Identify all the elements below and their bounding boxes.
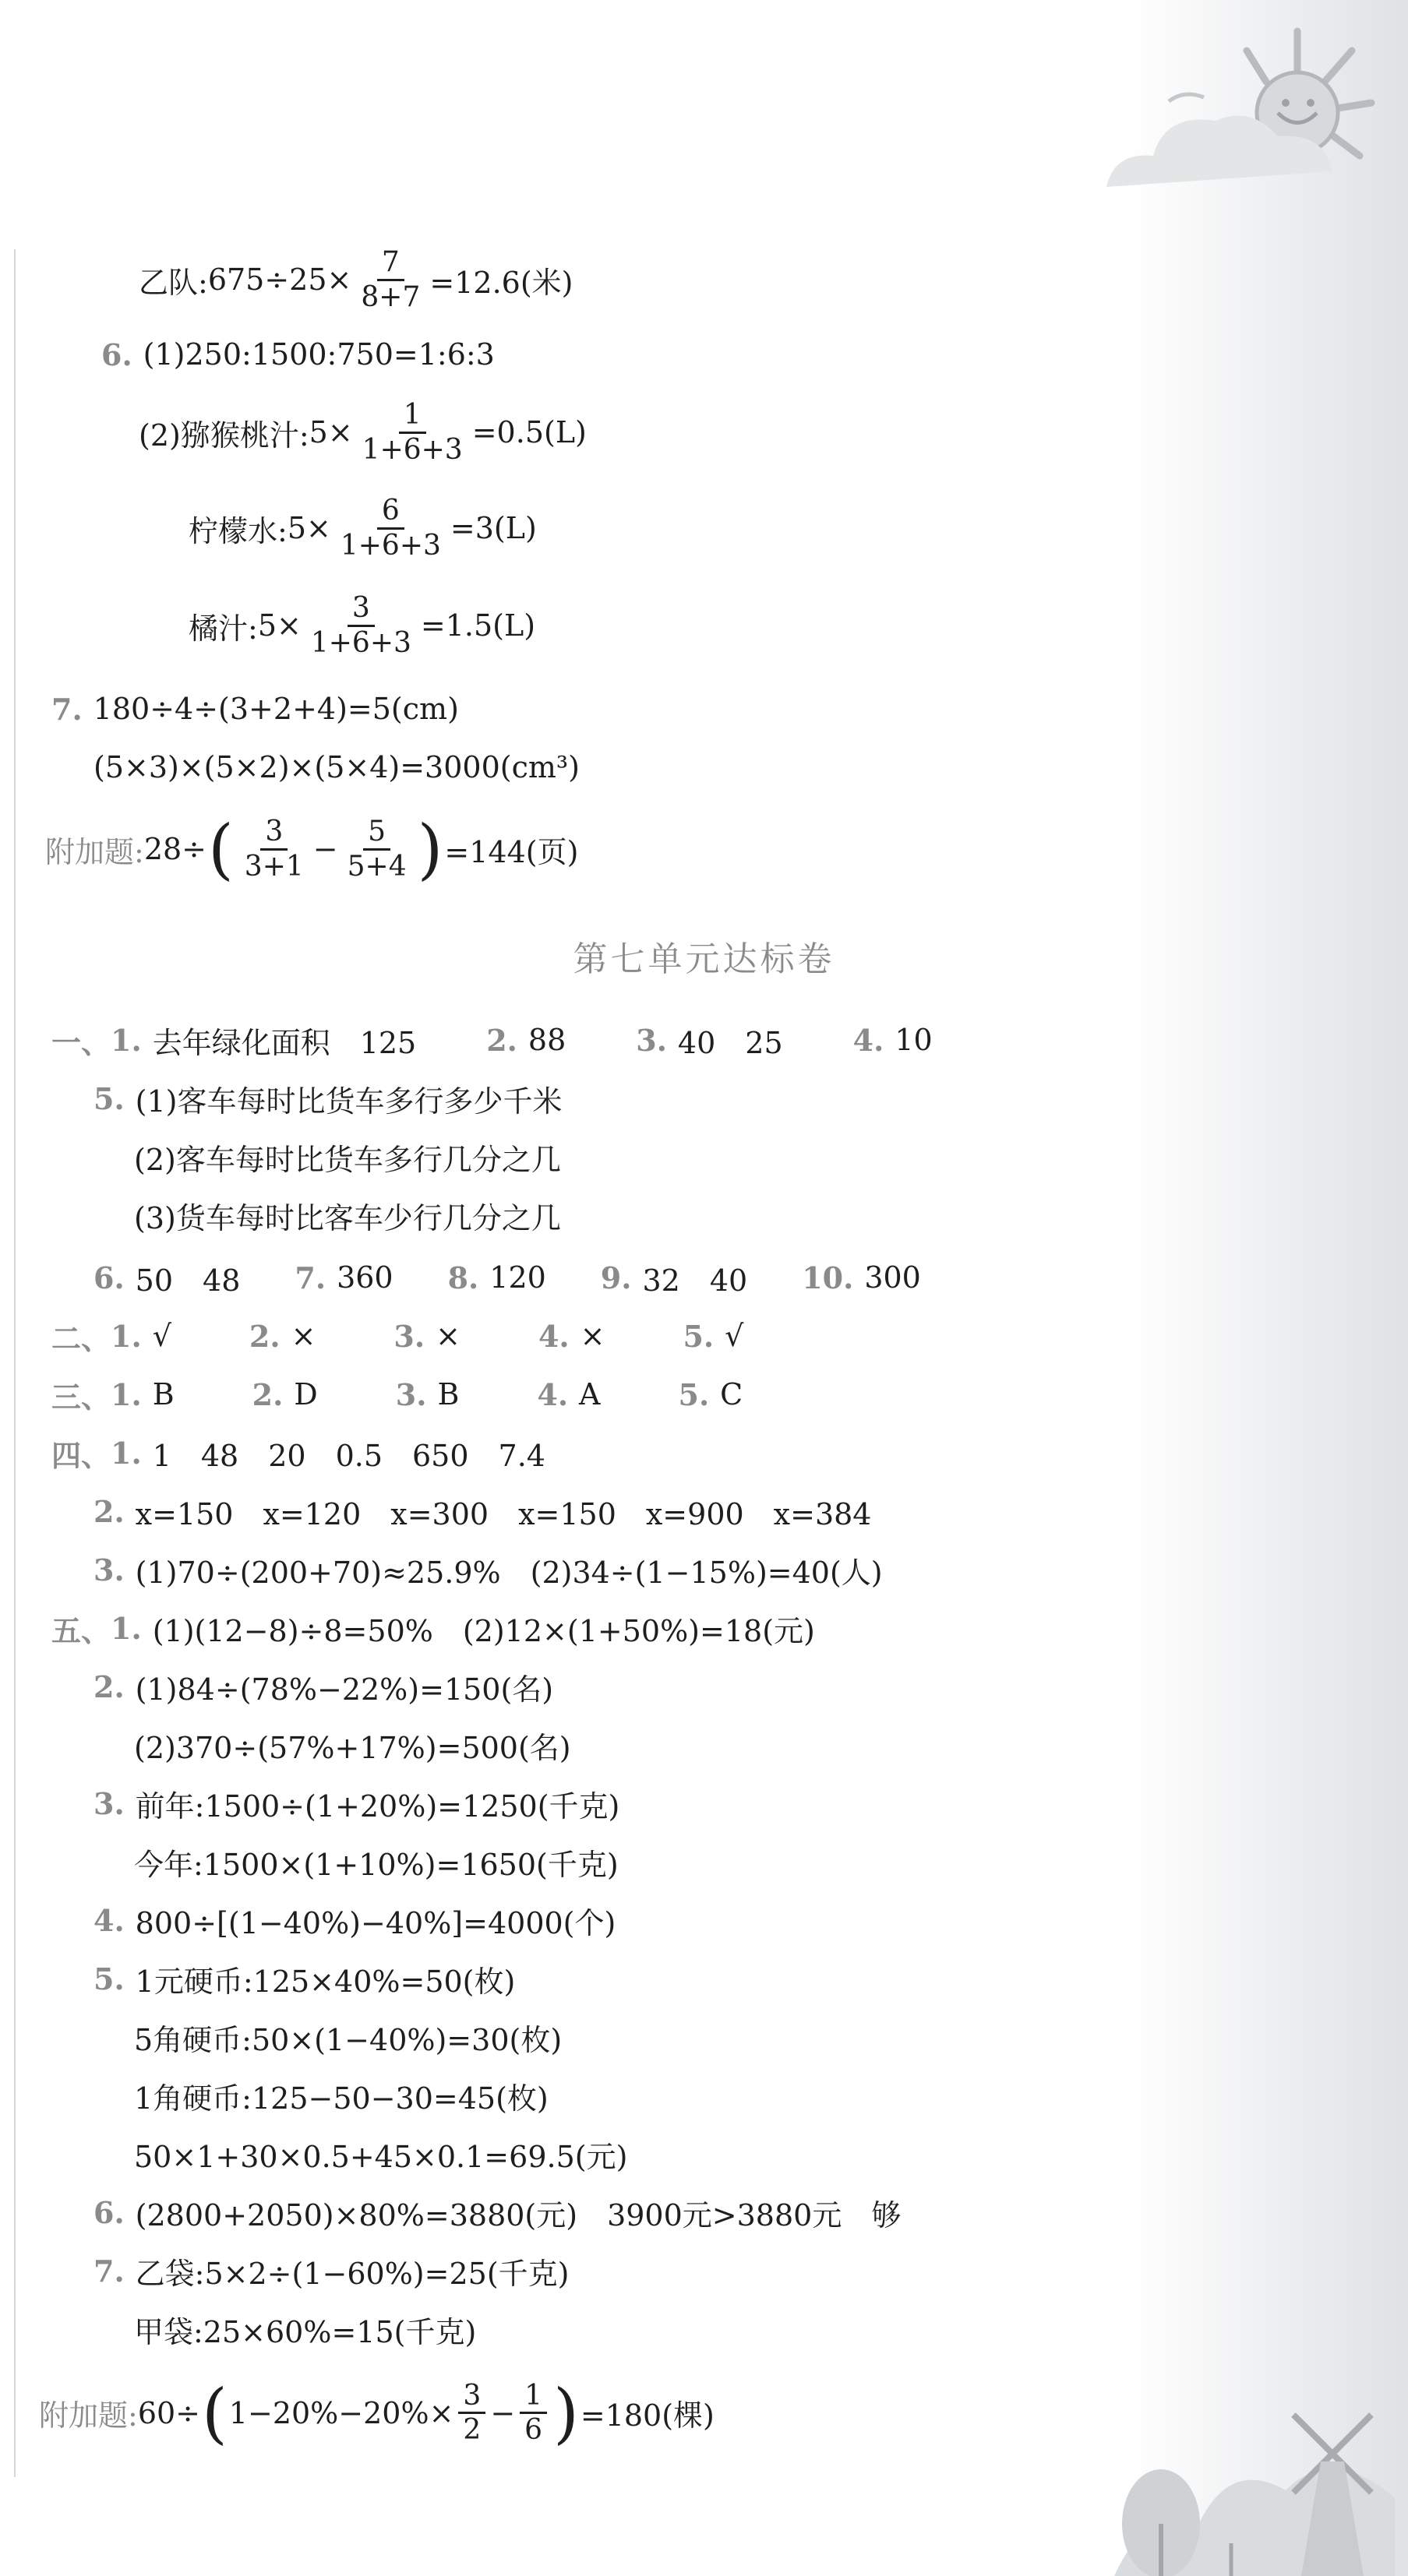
question-number: 6.	[94, 2194, 125, 2230]
numerator: 5	[363, 816, 390, 850]
part-one-q5-1	[94, 1071, 563, 1126]
question-number: 5.	[683, 1318, 715, 1354]
numerator: 3	[458, 2380, 485, 2414]
answer-text: 40 25	[677, 1025, 783, 1060]
question-number: 3.	[94, 1785, 125, 1821]
answer-choice: B	[152, 1377, 175, 1411]
question-number: 3.	[395, 1376, 427, 1412]
minus: −	[312, 832, 338, 866]
answer-choice: A	[579, 1377, 601, 1411]
minus: −	[490, 2395, 516, 2430]
answer-text: (3)货车每时比客车少行几分之几	[134, 1200, 561, 1235]
part-five-q5b	[134, 2010, 562, 2064]
result: =0.5(L)	[471, 415, 587, 449]
question-number: 7.	[51, 691, 83, 727]
answer-text: (1)(12−8)÷8=50% (2)12×(1+50%)=18(元)	[152, 1613, 815, 1648]
result: =12.6(米)	[429, 265, 573, 300]
answer-choice: B	[437, 1377, 460, 1411]
expr: 60÷	[137, 2395, 201, 2430]
answer-text: 甲袋:25×60%=15(千克)	[134, 2314, 477, 2349]
answer-text: 50 48	[135, 1263, 241, 1298]
extra-label: 附加题:	[39, 2398, 138, 2433]
question-number: 2.	[252, 1376, 284, 1412]
question-number: 1.	[111, 1610, 142, 1646]
part-five-q5a	[94, 1951, 515, 2006]
answer-text: 1 48 20 0.5 650 7.4	[152, 1438, 545, 1473]
expr: 28÷	[143, 832, 207, 866]
answer-text: (5×3)×(5×2)×(5×4)=3000(cm³)	[94, 750, 580, 784]
question-number: 3.	[94, 1552, 125, 1588]
fraction-2	[520, 2380, 547, 2447]
answer-text: 32 40	[642, 1263, 748, 1298]
fraction-2	[343, 816, 411, 883]
expr: 5×	[309, 415, 353, 449]
question-number: 2.	[94, 1669, 125, 1704]
part-five-q5c	[134, 2068, 549, 2123]
left-paren: (	[202, 2374, 228, 2451]
q7-line1	[51, 682, 459, 736]
part-number: 二、	[51, 1320, 111, 1356]
question-number: 2.	[486, 1022, 517, 1058]
answer-mark: ×	[436, 1319, 461, 1353]
answer-text: 乙袋:5×2÷(1−60%)=25(千克)	[135, 2256, 570, 2291]
question-number: 3.	[393, 1318, 425, 1354]
q7-line2	[94, 740, 580, 795]
margin-rule	[14, 249, 16, 2477]
question-number: 6.	[101, 337, 132, 372]
answer-text: 1角硬币:125−50−30=45(枚)	[134, 2081, 549, 2116]
right-paren: )	[553, 2374, 579, 2451]
answer-text: (2800+2050)×80%=3880(元) 3900元>3880元 够	[135, 2197, 902, 2232]
expr-body: 1−20%−20%×	[228, 2395, 454, 2430]
answer-text: 5角硬币:50×(1−40%)=30(枚)	[134, 2022, 563, 2057]
fraction	[356, 246, 425, 313]
q6-part3	[189, 495, 537, 562]
part-five-q1	[51, 1601, 815, 1655]
part-five-q5d	[134, 2127, 627, 2181]
part-one-row2	[94, 1250, 921, 1305]
answer-text: (2)客车每时比货车多行几分之几	[134, 1142, 561, 1177]
expr: 5×	[287, 511, 331, 545]
answer-text: 今年:1500×(1+10%)=1650(千克)	[134, 1847, 619, 1882]
question-number: 4.	[538, 1318, 570, 1354]
answer-text: 1元硬币:125×40%=50(枚)	[135, 1964, 516, 1999]
answer-text: (1)客车每时比货车多行多少千米	[135, 1084, 563, 1119]
fraction	[336, 495, 446, 562]
question-number: 3.	[636, 1022, 667, 1058]
windmill-decoration	[1114, 2368, 1395, 2576]
question-number: 5.	[678, 1376, 710, 1412]
question-number: 2.	[94, 1493, 125, 1529]
fraction	[306, 592, 416, 659]
part-five-q6	[94, 2185, 901, 2239]
numerator: 7	[377, 246, 404, 280]
question-number: 4.	[94, 1902, 125, 1938]
part-four-q2	[94, 1484, 871, 1538]
denominator: 3+1	[244, 850, 304, 883]
fraction-1	[458, 2380, 485, 2447]
left-paren: (	[208, 811, 234, 887]
answer-text: 180÷4÷(3+2+4)=5(cm)	[93, 692, 459, 726]
right-paren: )	[417, 811, 443, 887]
answer-text: x=150 x=120 x=300 x=150 x=900 x=384	[135, 1496, 872, 1531]
label: 柠檬水:	[189, 513, 288, 548]
question-number: 7.	[295, 1260, 326, 1295]
answer-text: 前年:1500÷(1+20%)=1250(千克)	[135, 1788, 620, 1824]
part-five-q7a	[94, 2243, 569, 2298]
fraction-1	[240, 816, 309, 883]
part-number: 一、	[51, 1024, 111, 1060]
denominator: 8+7	[361, 280, 421, 313]
denominator: 2	[463, 2414, 482, 2446]
answer-text: 800÷[(1−40%)−40%]=4000(个)	[135, 1905, 616, 1940]
q6-part4	[189, 592, 536, 659]
question-number: 1.	[111, 1435, 142, 1471]
part-four-q1	[51, 1425, 545, 1480]
answer-mark: ×	[580, 1319, 605, 1353]
question-number: 8.	[447, 1260, 479, 1295]
label: (2)猕猴桃汁:	[139, 418, 309, 453]
question-number: 7.	[94, 2253, 125, 2289]
part-one-q5-3	[134, 1188, 561, 1242]
question-number: 1.	[111, 1022, 142, 1058]
expr: 675÷25×	[207, 263, 352, 297]
question-number: 4.	[852, 1022, 884, 1058]
question-number: 2.	[249, 1318, 281, 1354]
question-number: 10.	[802, 1260, 854, 1295]
part-five-q7b	[134, 2302, 476, 2356]
answer-text: 50×1+30×0.5+45×0.1=69.5(元)	[134, 2139, 628, 2174]
answer-text: 10	[895, 1023, 933, 1057]
question-number: 5.	[94, 1080, 125, 1116]
answer-mark: √	[152, 1319, 171, 1353]
denominator: 1+6+3	[362, 433, 463, 466]
q6-part2	[139, 399, 587, 466]
result: =3(L)	[450, 511, 537, 545]
part-five-q3b	[134, 1834, 619, 1889]
part-one-q5-2	[134, 1129, 561, 1184]
question-number: 5.	[94, 1961, 125, 1996]
result: =1.5(L)	[420, 608, 536, 643]
part-four-q3	[94, 1542, 883, 1597]
answer-text: 360	[337, 1260, 393, 1295]
answer-text: (2)370÷(57%+17%)=500(名)	[134, 1730, 571, 1765]
denominator: 1+6+3	[340, 529, 441, 562]
part-number: 五、	[51, 1612, 111, 1648]
answer-text: (1)70÷(200+70)≈25.9% (2)34÷(1−15%)=40(人)	[135, 1555, 883, 1590]
answer-mark: ×	[291, 1319, 316, 1353]
numerator: 6	[377, 495, 404, 529]
label: 乙队:	[139, 265, 208, 300]
page-edge-shading	[1127, 0, 1408, 2576]
answer-choice: C	[720, 1377, 743, 1411]
extra-question-unit7	[39, 2376, 715, 2450]
result: =144(页)	[444, 834, 579, 869]
question-number: 1.	[111, 1376, 142, 1412]
result: =180(棵)	[580, 2398, 715, 2433]
numerator: 1	[520, 2380, 547, 2414]
numerator: 1	[399, 399, 426, 433]
question-number: 4.	[537, 1376, 569, 1412]
sun-cloud-decoration	[1091, 16, 1387, 203]
part-one-row1	[51, 1013, 933, 1067]
part-three	[51, 1367, 743, 1422]
denominator: 5+4	[347, 850, 407, 883]
denominator: 6	[524, 2414, 543, 2446]
numerator: 3	[260, 816, 288, 850]
section-title: 第七单元达标卷	[573, 939, 835, 979]
part-number: 四、	[51, 1437, 111, 1473]
label: 橘汁:	[189, 611, 258, 646]
part-five-q3a	[94, 1776, 619, 1831]
part-five-q4	[94, 1893, 616, 1947]
fraction	[358, 399, 468, 466]
yidui-line	[139, 246, 573, 313]
part-number: 三、	[51, 1379, 111, 1415]
question-number: 9.	[600, 1260, 632, 1295]
q6-part1	[101, 327, 495, 382]
answer-text: 去年绿化面积 125	[152, 1025, 417, 1060]
part-five-q2a	[94, 1659, 553, 1714]
denominator: 1+6+3	[310, 626, 411, 659]
extra-question-prev	[45, 811, 579, 887]
answer-choice: D	[294, 1377, 318, 1411]
question-number: 1.	[111, 1318, 142, 1354]
answer-text: 88	[528, 1023, 566, 1057]
answer-text: 300	[864, 1260, 921, 1295]
numerator: 3	[348, 592, 375, 626]
part-five-q2b	[134, 1718, 571, 1772]
extra-label: 附加题:	[45, 834, 144, 869]
answer-text: (1)84÷(78%−22%)=150(名)	[135, 1672, 554, 1707]
answer-text: (1)250:1500:750=1:6:3	[143, 337, 495, 372]
answer-mark: √	[725, 1319, 744, 1353]
question-number: 6.	[94, 1260, 125, 1295]
expr: 5×	[257, 608, 302, 643]
answer-text: 120	[489, 1260, 546, 1295]
part-two	[51, 1309, 743, 1363]
